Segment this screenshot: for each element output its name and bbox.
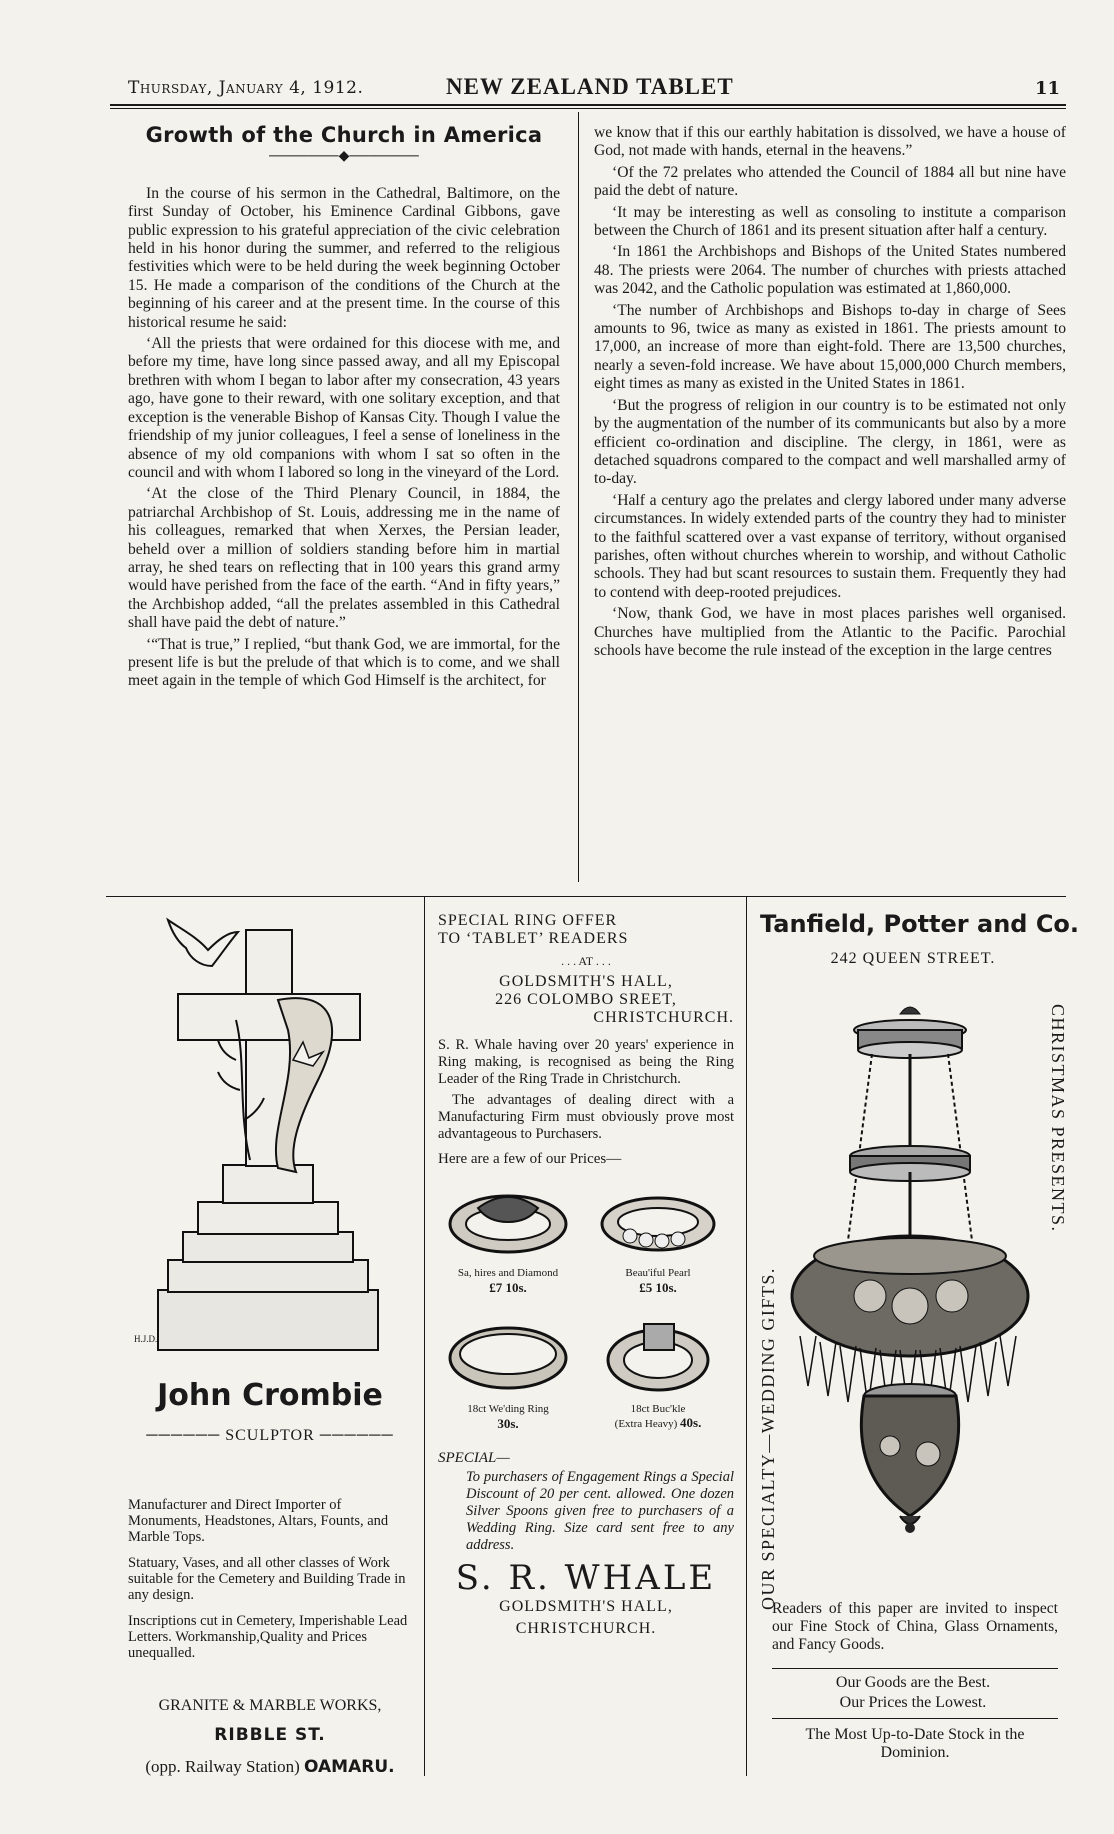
issue-date: Thursday, January 4, 1912. — [128, 78, 364, 98]
tanfield-best-2: Our Prices the Lowest. — [839, 1694, 987, 1711]
whale-hall: GOLDSMITH'S HALL, — [499, 973, 673, 990]
crombie-text: Manufacturer and Direct Importer of Monuments, Headstones, Altars, Founts, and Marble Tops. — [128, 1497, 389, 1545]
article-paragraph: ‘“That is true,” I replied, “but thank God, we are immortal, for the present life is but the prelude of that which is to come, and we shall meet again in the temple of which God Himself is the architect, for — [128, 635, 560, 690]
article-paragraph: ‘At the close of the Third Plenary Council, in 1884, the patriarchal Archbishop of St. Louis, addressing me in the name of his colleagues, remarked that when Xerxes, the Persian leader, beheld over a million of soldiers standing before him in martial array, he shed tears on reflecting that in 100 years this grand army would have perished from the face of the earth. “And in fifty years,” the Archbishop added, “all the prelates assembled in this Cathedral shall have paid the debt of nature.” — [128, 485, 560, 632]
crombie-works: GRANITE & MARBLE WORKS, — [158, 1697, 382, 1714]
tanfield-stock: The Most Up-to-Date Stock in the Dominion. — [805, 1726, 1025, 1761]
ring-item — [588, 1182, 728, 1296]
ring-price: 30s. — [497, 1416, 519, 1431]
whale-special-text: To purchasers of Engagement Rings a Special Discount of 20 per cent. allowed. One dozen Silver Spoons given free to purchasers of a Wedding Ring. Size card sent free to any address. — [466, 1469, 734, 1553]
title-ornament: ───────◆─────── — [269, 149, 419, 165]
ads-top-rule — [106, 896, 1066, 897]
article-paragraph: we know that if this our earthly habitation is dissolved, we have a house of God, not made with hands, eternal in the heavens.” — [594, 124, 1066, 160]
article-paragraph: ‘In 1861 the Archbishops and Bishops of the United States numbered 48. The priests were 2064. The number of churches with priests attached was 2042, and the Catholic population was estimated at 1,860,000. — [594, 243, 1066, 298]
article-title: Growth of the Church in America — [145, 123, 543, 147]
article-paragraph: In the course of his sermon in the Cathedral, Baltimore, on the first Sunday of October, his Eminence Cardinal Gibbons, gave public expression to his grateful appreciation of the civic celebration held in his honor during the summer, and referred to the religious festivities which were to be held during the week beginning October 15. He made a comparison of the conditions of the Church at the beginning of his career and at the present time. In the course of this historical resume he said: — [128, 184, 560, 331]
article-paragraph: ‘Of the 72 prelates who attended the Council of 1884 all but nine have paid the debt of nature. — [594, 163, 1066, 200]
article-paragraph: ‘It may be interesting as well as consoling to institute a comparison between the Church of 1861 and its present situation after half a century. — [594, 203, 1066, 240]
whale-advertisement — [438, 912, 734, 1772]
hanging-lamp-illustration — [760, 996, 1066, 1596]
ads-divider-left — [424, 896, 425, 1776]
wedding-ring-illustration — [438, 1318, 578, 1398]
tanfield-name: Tanfield, Potter and Co. — [760, 910, 1080, 938]
tanfield-advertisement — [758, 910, 1080, 1770]
crombie-text: Inscriptions cut in Cemetery, Imperishable Lead Letters. Workmanship,Quality and Prices unequalled. — [128, 1613, 408, 1661]
ring-item — [438, 1182, 578, 1296]
tanfield-side-left: OUR SPECIALTY—WEDDING GIFTS. — [758, 1267, 778, 1610]
article-paragraph: ‘The number of Archbishops and Bishops to-day in charge of Sees amounts to 96, twice as many as existed in 1861. The priests amount to 17,000, an increase of more than eight-fold. There are 13,500 churches, nearly a seven-fold increase. We have about 15,000,000 Church members, eight times as many as existed in the United States in 1861. — [594, 301, 1066, 393]
memorial-cross-illustration — [128, 910, 412, 1360]
article-column-right — [594, 124, 1066, 663]
masthead-title: NEW ZEALAND TABLET — [446, 74, 734, 99]
article-paragraph: ‘Now, thank God, we have in most places parishes well organised. Churches have multiplied from the Atlantic to the Pacific. Parochial schools have become the rule instead of the exception in the large centres — [594, 605, 1066, 659]
crombie-location: (opp. Railway Station) OAMARU. — [145, 1757, 395, 1777]
whale-body-1: S. R. Whale having over 20 years' experience in Ring making, is recognised as being the Ring Leader of the Ring Trade in Christchurch. — [438, 1037, 734, 1087]
whale-at: . . . AT . . . — [561, 954, 611, 968]
engraver-mark: H.J.D. — [134, 1334, 158, 1344]
ring-caption-2: (Extra Heavy) 40s. — [614, 1415, 702, 1430]
crombie-advertisement — [128, 910, 412, 1777]
article-column-left — [128, 124, 560, 694]
page-number: 11 — [1034, 78, 1060, 99]
whale-name: S. R. WHALE — [455, 1558, 717, 1598]
ring-grid — [438, 1182, 734, 1450]
article-paragraph: ‘All the priests that were ordained for this diocese with me, and before my time, have long since passed away, and all my Episcopal brethren with whom I began to labor after my consecration, 43 years ago, have gone to their reward, with one solitary exception, and that exception is the venerable Bishop of Kansas City. Though I value the friendship of my junior colleagues, I feel a sense of loneliness in the absence of my old companions with whom I sat so often in the council and with whom I labored so long in the vineyard of the Lord. — [128, 335, 560, 481]
ring-caption: 18ct We'ding Ring — [467, 1403, 549, 1415]
column-divider — [578, 112, 579, 882]
whale-special-label: SPECIAL— — [438, 1450, 510, 1466]
tanfield-address: 242 QUEEN STREET. — [830, 950, 996, 967]
ring-price: £7 10s. — [489, 1280, 527, 1295]
ring-caption: Sa, hires and Diamond — [457, 1267, 559, 1279]
whale-prices-intro: Here are a few of our Prices— — [438, 1151, 622, 1167]
tanfield-invite: Readers of this paper are invited to inspect our Fine Stock of China, Glass Ornaments, and Fancy Goods. — [772, 1600, 1058, 1653]
whale-city: CHRISTCHURCH. — [593, 1009, 734, 1026]
whale-footer-hall: GOLDSMITH'S HALL, — [499, 1598, 673, 1615]
page-header — [128, 74, 1060, 104]
sapphire-diamond-ring-illustration — [438, 1182, 578, 1262]
ads-divider-right — [746, 896, 747, 1776]
whale-heading-2: TO ‘TABLET’ READERS — [438, 930, 629, 947]
article-paragraph: ‘Half a century ago the prelates and clergy labored under many adverse circumstances. In widely extended parts of the country they had to minister to the faithful scattered over a vast expanse of territory, without organised parishes, often without churches wherein to worship, and without Catholic schools. They had but scant resources to sustain them. Frequently they had to contend with deep-rooted prejudices. — [594, 491, 1066, 601]
whale-body-2: The advantages of dealing direct with a Manufacturing Firm must obviously prove most advantageous to Purchasers. — [438, 1092, 734, 1142]
crombie-text: Statuary, Vases, and all other classes of Work suitable for the Cemetery and Building Trade in any design. — [128, 1555, 406, 1603]
pearl-ring-illustration — [588, 1182, 728, 1262]
header-rule-top — [110, 104, 1066, 106]
whale-footer-city: CHRISTCHURCH. — [515, 1620, 657, 1637]
header-rule-bottom — [110, 108, 1066, 109]
ring-price: £5 10s. — [639, 1280, 677, 1295]
ring-caption: 18ct Buc'kle — [630, 1403, 686, 1415]
tanfield-rule — [772, 1668, 1058, 1669]
whale-street: 226 COLOMBO SREET, — [495, 991, 677, 1008]
ring-caption: Beau'iful Pearl — [625, 1267, 691, 1279]
buckle-ring-illustration — [588, 1318, 728, 1398]
crombie-trade: ────── SCULPTOR ────── — [146, 1427, 394, 1444]
crombie-street: RIBBLE ST. — [214, 1725, 326, 1745]
ring-item — [588, 1318, 728, 1431]
ring-item — [438, 1318, 578, 1432]
tanfield-side-right: CHRISTMAS PRESENTS. — [1048, 1004, 1068, 1233]
tanfield-best-1: Our Goods are the Best. — [835, 1674, 991, 1691]
whale-heading-1: SPECIAL RING OFFER — [438, 912, 618, 929]
tanfield-rule — [772, 1718, 1058, 1719]
article-paragraph: ‘But the progress of religion in our country is to be estimated not only by the augmentation of the number of its communicants but also by a more efficient co-ordination and discipline. The clergy, in 1861, were as detached squadrons compared to the compact and well marshalled army of to-day. — [594, 396, 1066, 488]
crombie-name: John Crombie — [157, 1378, 383, 1413]
